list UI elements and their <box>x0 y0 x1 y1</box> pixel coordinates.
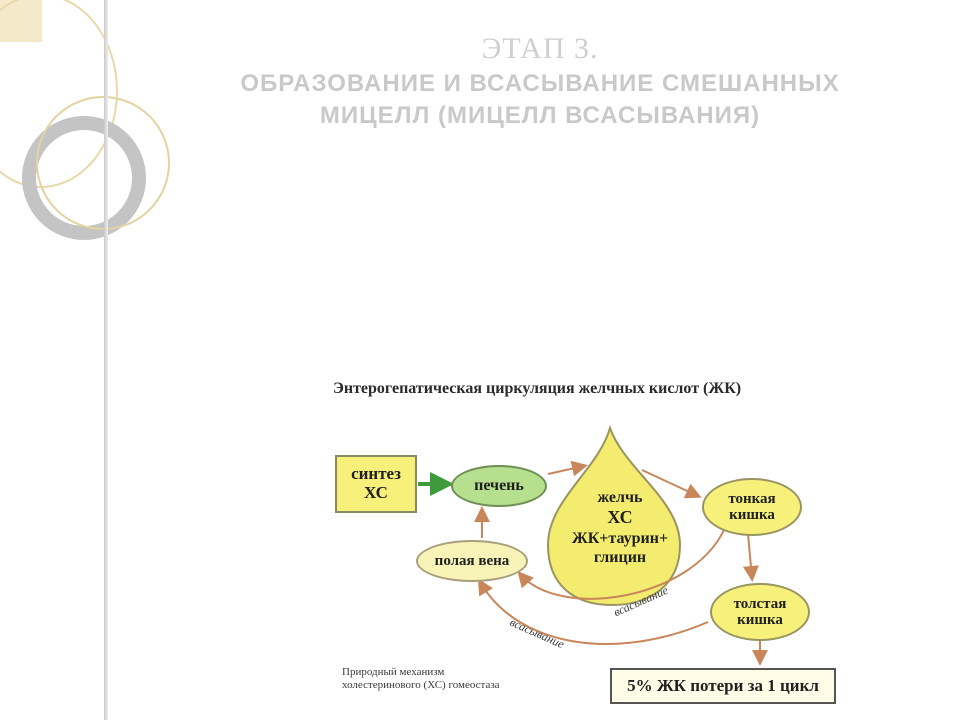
bile-drop-text <box>565 488 675 567</box>
diagram-title: Энтерогепатическая циркуляция желчных кислот (ЖК) <box>333 380 742 397</box>
vena-cava-node <box>416 540 528 582</box>
large-intestine-node <box>710 583 810 641</box>
diagram-footnote <box>342 666 562 691</box>
liver-node <box>451 465 547 507</box>
small-intestine-node <box>702 478 802 536</box>
bile-label-line1: желчь <box>597 489 643 506</box>
slide-title-line-2: ОБРАЗОВАНИЕ И ВСАСЫВАНИЕ СМЕШАННЫХ <box>240 70 840 97</box>
synthesis-label-line1: синтез <box>351 464 401 484</box>
absorption-label-lower: всасывание <box>507 614 567 652</box>
bile-label-line2: ХС <box>607 507 633 528</box>
loss-box <box>610 668 836 704</box>
synthesis-label-line2: ХС <box>364 483 388 502</box>
loss-label: 5% ЖК потери за 1 цикл <box>627 676 819 695</box>
large-intestine-line1: толстая <box>733 595 787 612</box>
vena-cava-label: полая вена <box>434 552 510 569</box>
arrow-small-to-large-intestine <box>748 534 752 578</box>
absorption-label-upper: всасывание <box>611 582 671 620</box>
arrow-liver-to-bile <box>548 466 584 474</box>
bile-label-line3: ЖК+таурин+ <box>571 529 669 547</box>
bile-label-line4: глицин <box>593 548 647 566</box>
large-intestine-line2: кишка <box>737 612 783 628</box>
synthesis-box <box>335 455 417 513</box>
small-intestine-line1: тонкая <box>728 490 776 507</box>
liver-label: печень <box>474 477 524 495</box>
slide-title-line-3: МИЦЕЛЛ (МИЦЕЛЛ ВСАСЫВАНИЯ) <box>319 102 761 129</box>
footnote-line2: холестеринового (ХС) гомеостаза <box>342 678 500 691</box>
small-intestine-line2: кишка <box>729 507 775 523</box>
footnote-line1: Природный механизм <box>342 666 445 678</box>
slide-title-stage: ЭТАП 3. <box>481 32 599 65</box>
